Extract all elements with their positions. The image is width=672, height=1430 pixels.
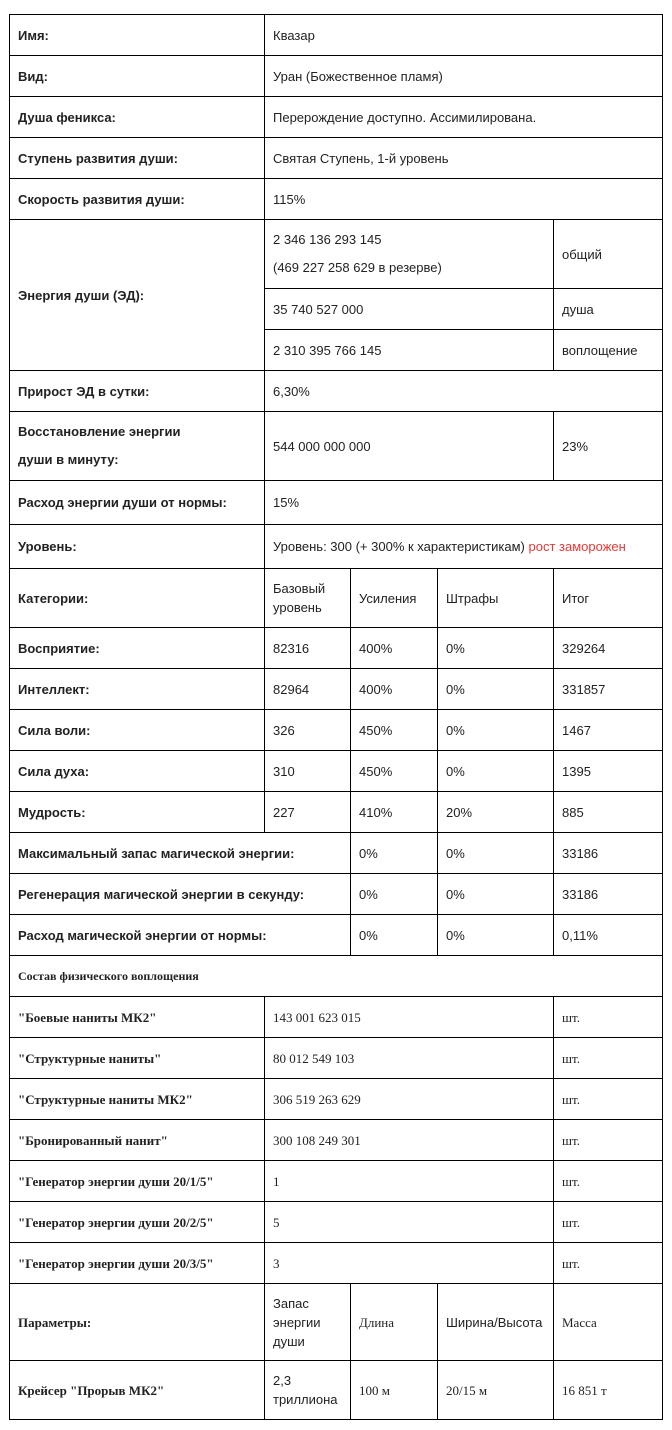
- stat-row: [10, 751, 663, 792]
- name-value: Квазар: [265, 15, 663, 56]
- stat-name: Сила духа:: [10, 751, 265, 792]
- speed-label: Скорость развития души:: [10, 179, 265, 220]
- stat-boost: 450%: [351, 710, 438, 751]
- stat-name: Сила воли:: [10, 710, 265, 751]
- row-level: [10, 525, 663, 569]
- stat-name: Мудрость:: [10, 792, 265, 833]
- row-stats-header: [10, 569, 663, 628]
- stat-base: 227: [265, 792, 351, 833]
- magic-name: Максимальный запас магической энергии:: [10, 833, 351, 874]
- stats-header-penalties: Штрафы: [438, 569, 554, 628]
- restore-value: 544 000 000 000: [265, 412, 554, 481]
- magic-penalty: 0%: [438, 915, 554, 956]
- kind-value: Уран (Божественное пламя): [265, 56, 663, 97]
- composition-item-unit: шт.: [554, 1243, 663, 1284]
- composition-item-count: 300 108 249 301: [265, 1120, 554, 1161]
- restore-label-cell: [10, 412, 265, 481]
- magic-penalty: 0%: [438, 874, 554, 915]
- energy-total-value: 2 346 136 293 145: [273, 232, 382, 247]
- stat-penalty: 20%: [438, 792, 554, 833]
- magic-total: 33186: [554, 874, 663, 915]
- composition-item-count: 3: [265, 1243, 554, 1284]
- magic-name: Расход магической энергии от нормы:: [10, 915, 351, 956]
- stat-name: Интеллект:: [10, 669, 265, 710]
- composition-row: [10, 1079, 663, 1120]
- growth-label: Прирост ЭД в сутки:: [10, 371, 265, 412]
- stat-total: 331857: [554, 669, 663, 710]
- phoenix-label: Душа феникса:: [10, 97, 265, 138]
- spend-label: Расход энергии души от нормы:: [10, 481, 265, 525]
- speed-value: 115%: [265, 179, 663, 220]
- stats-header-boosts: Усиления: [351, 569, 438, 628]
- stat-penalty: 0%: [438, 628, 554, 669]
- level-cell: [265, 525, 663, 569]
- stat-row: [10, 792, 663, 833]
- stat-penalty: 0%: [438, 669, 554, 710]
- stat-total: 1395: [554, 751, 663, 792]
- magic-penalty: 0%: [438, 833, 554, 874]
- magic-boost: 0%: [351, 833, 438, 874]
- composition-item-count: 5: [265, 1202, 554, 1243]
- params-header-length: Длина: [351, 1284, 438, 1361]
- magic-boost: 0%: [351, 874, 438, 915]
- composition-item-unit: шт.: [554, 997, 663, 1038]
- energy-total-tag: общий: [554, 220, 663, 289]
- composition-title: Состав физического воплощения: [10, 956, 663, 997]
- stat-base: 82316: [265, 628, 351, 669]
- ship-width: 20/15 м: [438, 1361, 554, 1420]
- stat-row: [10, 628, 663, 669]
- row-name: [10, 15, 663, 56]
- params-label: Параметры:: [10, 1284, 265, 1361]
- composition-item-name: "Бронированный нанит": [10, 1120, 265, 1161]
- ship-energy-line-2: триллиона: [273, 1392, 338, 1407]
- ship-mass: 16 851 т: [554, 1361, 663, 1420]
- magic-total: 33186: [554, 833, 663, 874]
- energy-body-tag: воплощение: [554, 330, 663, 371]
- composition-item-count: 143 001 623 015: [265, 997, 554, 1038]
- composition-row: [10, 997, 663, 1038]
- spend-value: 15%: [265, 481, 663, 525]
- composition-item-name: "Структурные наниты МК2": [10, 1079, 265, 1120]
- stat-total: 885: [554, 792, 663, 833]
- params-header-energy-line-2: энергии: [273, 1314, 321, 1330]
- params-header-energy-line-1: Запас: [273, 1295, 309, 1311]
- composition-item-unit: шт.: [554, 1120, 663, 1161]
- ship-length: 100 м: [351, 1361, 438, 1420]
- magic-name: Регенерация магической энергии в секунду:: [10, 874, 351, 915]
- stats-header-base-cell: [265, 569, 351, 628]
- stat-base: 326: [265, 710, 351, 751]
- composition-item-count: 1: [265, 1161, 554, 1202]
- composition-item-name: "Генератор энергии души 20/1/5": [10, 1161, 265, 1202]
- composition-item-unit: шт.: [554, 1038, 663, 1079]
- energy-body-value: 2 310 395 766 145: [265, 330, 554, 371]
- stat-boost: 400%: [351, 669, 438, 710]
- ship-energy-cell: [265, 1361, 351, 1420]
- stage-label: Ступень развития души:: [10, 138, 265, 179]
- composition-row: [10, 1120, 663, 1161]
- stat-penalty: 0%: [438, 710, 554, 751]
- stats-header-category: Категории:: [10, 569, 265, 628]
- composition-item-name: "Генератор энергии души 20/2/5": [10, 1202, 265, 1243]
- row-ship: [10, 1361, 663, 1420]
- row-kind: [10, 56, 663, 97]
- row-growth: [10, 371, 663, 412]
- stats-header-total: Итог: [554, 569, 663, 628]
- restore-label-line-1: Восстановление энергии: [18, 424, 181, 439]
- stat-name: Восприятие:: [10, 628, 265, 669]
- energy-label: Энергия души (ЭД):: [10, 220, 265, 371]
- composition-item-name: "Боевые наниты МК2": [10, 997, 265, 1038]
- params-header-energy-cell: [265, 1284, 351, 1361]
- composition-item-unit: шт.: [554, 1079, 663, 1120]
- stat-row: [10, 710, 663, 751]
- stage-value: Святая Ступень, 1-й уровень: [265, 138, 663, 179]
- level-value: Уровень: 300 (+ 300% к характеристикам): [273, 539, 529, 554]
- character-sheet-table: [9, 14, 663, 1420]
- stat-base: 82964: [265, 669, 351, 710]
- restore-label-line-2: души в минуту:: [18, 452, 119, 467]
- magic-total: 0,11%: [554, 915, 663, 956]
- growth-value: 6,30%: [265, 371, 663, 412]
- level-label: Уровень:: [10, 525, 265, 569]
- stat-total: 1467: [554, 710, 663, 751]
- composition-item-count: 80 012 549 103: [265, 1038, 554, 1079]
- stat-penalty: 0%: [438, 751, 554, 792]
- stats-header-base-line-1: Базовый: [273, 581, 326, 596]
- ship-energy-line-1: 2,3: [273, 1373, 292, 1388]
- magic-row: [10, 874, 663, 915]
- composition-item-name: "Структурные наниты": [10, 1038, 265, 1079]
- row-stage: [10, 138, 663, 179]
- stat-total: 329264: [554, 628, 663, 669]
- kind-label: Вид:: [10, 56, 265, 97]
- row-restore: [10, 412, 663, 481]
- energy-soul-value: 35 740 527 000: [265, 289, 554, 330]
- composition-item-unit: шт.: [554, 1161, 663, 1202]
- restore-percent: 23%: [554, 412, 663, 481]
- stat-base: 310: [265, 751, 351, 792]
- level-frozen-status: рост заморожен: [528, 539, 626, 554]
- row-composition-title: [10, 956, 663, 997]
- composition-row: [10, 1202, 663, 1243]
- magic-row: [10, 915, 663, 956]
- ship-name: Крейсер "Прорыв МК2": [10, 1361, 265, 1420]
- stats-header-base-line-2: уровень: [273, 600, 322, 615]
- phoenix-value: Перерождение доступно. Ассимилирована.: [265, 97, 663, 138]
- stat-boost: 410%: [351, 792, 438, 833]
- composition-row: [10, 1038, 663, 1079]
- params-header-width: Ширина/Высота: [438, 1284, 554, 1361]
- row-speed: [10, 179, 663, 220]
- composition-item-unit: шт.: [554, 1202, 663, 1243]
- name-label: Имя:: [10, 15, 265, 56]
- composition-item-name: "Генератор энергии души 20/3/5": [10, 1243, 265, 1284]
- magic-boost: 0%: [351, 915, 438, 956]
- row-spend: [10, 481, 663, 525]
- energy-total-cell: [265, 220, 554, 289]
- row-phoenix: [10, 97, 663, 138]
- row-energy-total: [10, 220, 663, 289]
- magic-row: [10, 833, 663, 874]
- composition-row: [10, 1161, 663, 1202]
- energy-total-reserve: (469 227 258 629 в резерве): [273, 260, 442, 275]
- composition-item-count: 306 519 263 629: [265, 1079, 554, 1120]
- energy-soul-tag: душа: [554, 289, 663, 330]
- params-header-mass: Масса: [554, 1284, 663, 1361]
- stat-boost: 450%: [351, 751, 438, 792]
- composition-row: [10, 1243, 663, 1284]
- stat-boost: 400%: [351, 628, 438, 669]
- stat-row: [10, 669, 663, 710]
- row-params-header: [10, 1284, 663, 1361]
- params-header-energy-line-3: души: [273, 1333, 305, 1349]
